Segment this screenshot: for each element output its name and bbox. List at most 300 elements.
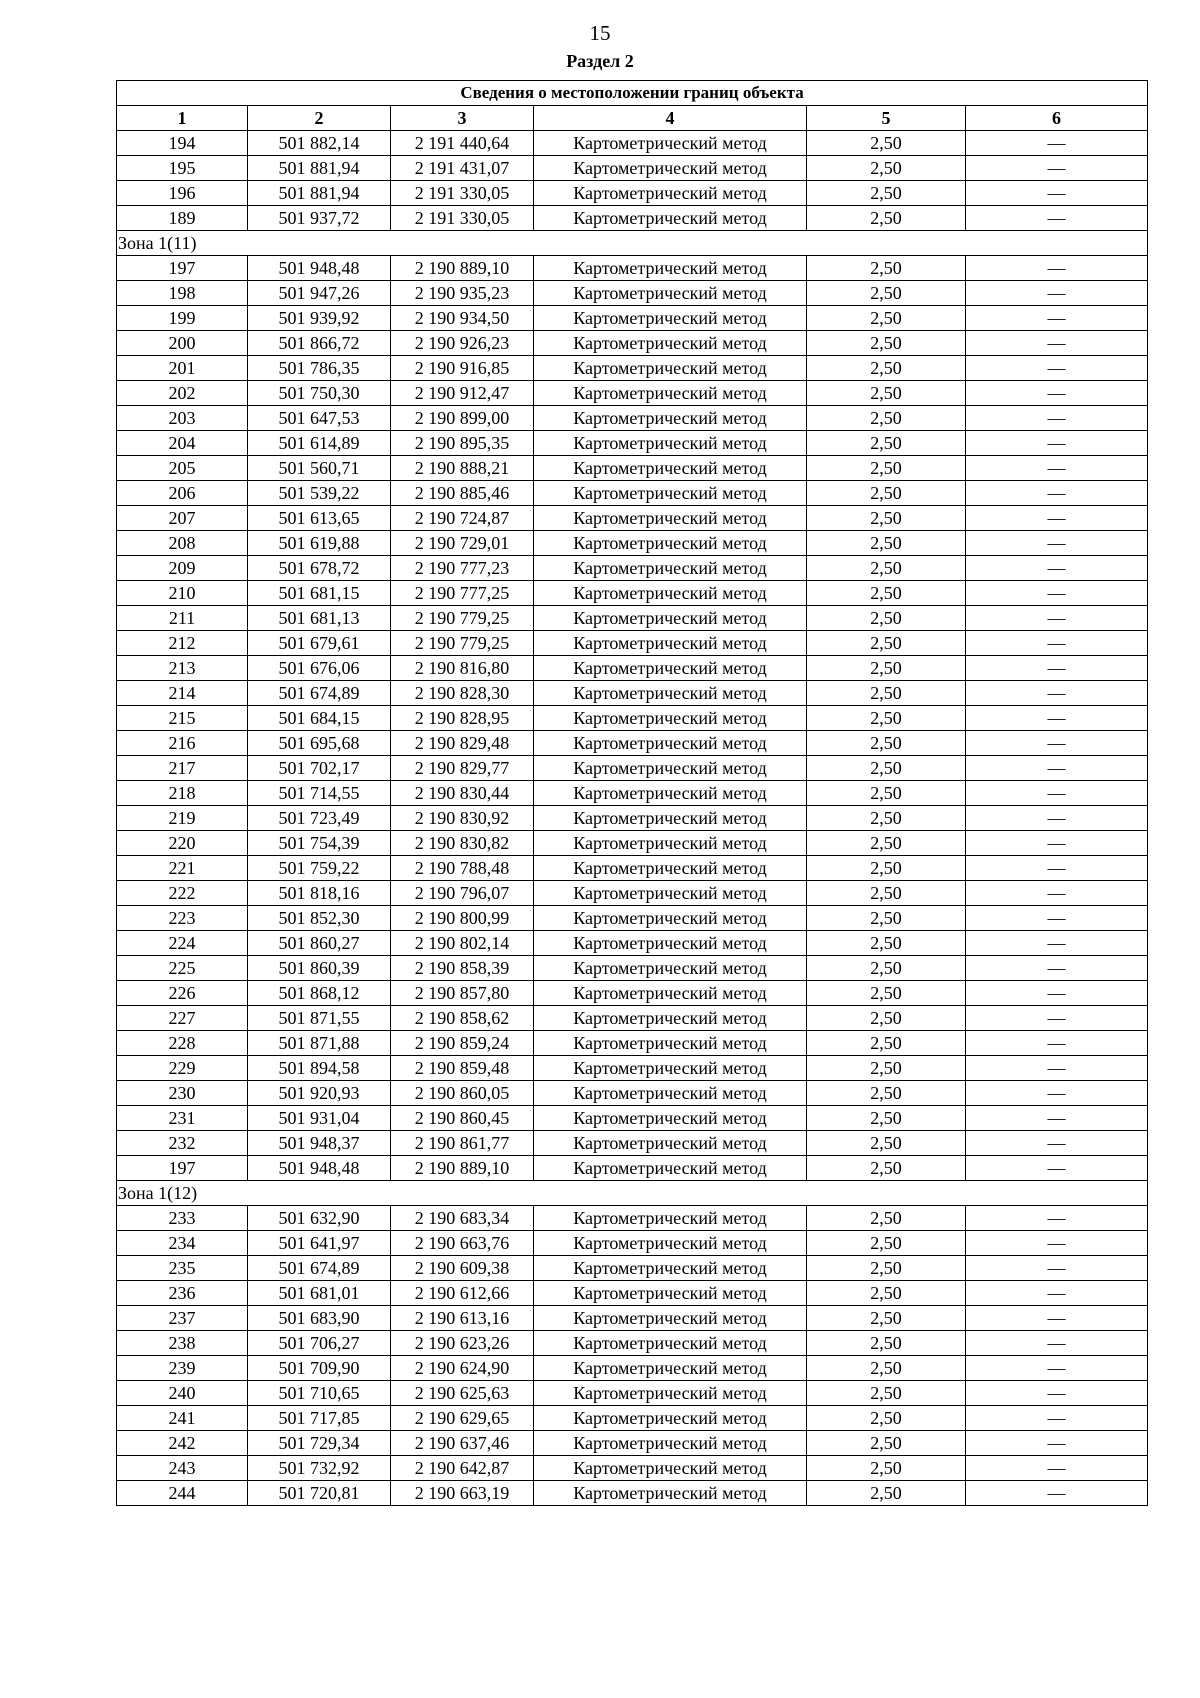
y-coordinate-cell: 2 190 889,10	[391, 256, 534, 281]
accuracy-cell: 2,50	[807, 1131, 966, 1156]
x-coordinate-cell: 501 871,55	[248, 1006, 391, 1031]
point-number-cell: 205	[117, 456, 248, 481]
accuracy-cell: 2,50	[807, 1106, 966, 1131]
point-number-cell: 218	[117, 781, 248, 806]
accuracy-cell: 2,50	[807, 131, 966, 156]
y-coordinate-cell: 2 190 629,65	[391, 1406, 534, 1431]
table-row	[117, 456, 1148, 481]
table-row	[117, 981, 1148, 1006]
table-row	[117, 631, 1148, 656]
x-coordinate-cell: 501 714,55	[248, 781, 391, 806]
table-row	[117, 931, 1148, 956]
description-cell: —	[966, 431, 1148, 456]
x-coordinate-cell: 501 860,27	[248, 931, 391, 956]
description-cell: —	[966, 281, 1148, 306]
method-cell: Картометрический метод	[534, 306, 807, 331]
accuracy-cell: 2,50	[807, 181, 966, 206]
x-coordinate-cell: 501 613,65	[248, 506, 391, 531]
method-cell: Картометрический метод	[534, 756, 807, 781]
method-cell: Картометрический метод	[534, 331, 807, 356]
accuracy-cell: 2,50	[807, 331, 966, 356]
x-coordinate-cell: 501 948,48	[248, 1156, 391, 1181]
point-number-cell: 243	[117, 1456, 248, 1481]
point-number-cell: 201	[117, 356, 248, 381]
x-coordinate-cell: 501 866,72	[248, 331, 391, 356]
accuracy-cell: 2,50	[807, 981, 966, 1006]
description-cell: —	[966, 181, 1148, 206]
point-number-cell: 226	[117, 981, 248, 1006]
table-row	[117, 1231, 1148, 1256]
description-cell: —	[966, 631, 1148, 656]
point-number-cell: 210	[117, 581, 248, 606]
description-cell: —	[966, 356, 1148, 381]
x-coordinate-cell: 501 709,90	[248, 1356, 391, 1381]
table-row	[117, 1256, 1148, 1281]
point-number-cell: 220	[117, 831, 248, 856]
description-cell: —	[966, 581, 1148, 606]
accuracy-cell: 2,50	[807, 481, 966, 506]
x-coordinate-cell: 501 882,14	[248, 131, 391, 156]
point-number-cell: 216	[117, 731, 248, 756]
point-number-cell: 233	[117, 1206, 248, 1231]
y-coordinate-cell: 2 190 802,14	[391, 931, 534, 956]
description-cell: —	[966, 731, 1148, 756]
y-coordinate-cell: 2 190 779,25	[391, 631, 534, 656]
table-row	[117, 506, 1148, 531]
y-coordinate-cell: 2 190 779,25	[391, 606, 534, 631]
zone-row	[117, 1181, 1148, 1206]
table-row	[117, 581, 1148, 606]
description-cell: —	[966, 306, 1148, 331]
y-coordinate-cell: 2 190 612,66	[391, 1281, 534, 1306]
y-coordinate-cell: 2 190 816,80	[391, 656, 534, 681]
method-cell: Картометрический метод	[534, 1381, 807, 1406]
method-cell: Картометрический метод	[534, 1231, 807, 1256]
y-coordinate-cell: 2 190 859,48	[391, 1056, 534, 1081]
description-cell: —	[966, 1031, 1148, 1056]
description-cell: —	[966, 531, 1148, 556]
point-number-cell: 217	[117, 756, 248, 781]
table-row	[117, 1031, 1148, 1056]
description-cell: —	[966, 206, 1148, 231]
method-cell: Картометрический метод	[534, 606, 807, 631]
page-number: 15	[589, 21, 611, 45]
point-number-cell: 212	[117, 631, 248, 656]
table-row	[117, 556, 1148, 581]
table-row	[117, 1206, 1148, 1231]
accuracy-cell: 2,50	[807, 756, 966, 781]
x-coordinate-cell: 501 695,68	[248, 731, 391, 756]
x-coordinate-cell: 501 681,15	[248, 581, 391, 606]
accuracy-cell: 2,50	[807, 506, 966, 531]
description-cell: —	[966, 381, 1148, 406]
description-cell: —	[966, 856, 1148, 881]
y-coordinate-cell: 2 190 934,50	[391, 306, 534, 331]
table-row	[117, 531, 1148, 556]
description-cell: —	[966, 331, 1148, 356]
table-row	[117, 481, 1148, 506]
accuracy-cell: 2,50	[807, 1431, 966, 1456]
accuracy-cell: 2,50	[807, 881, 966, 906]
point-number-cell: 231	[117, 1106, 248, 1131]
method-cell: Картометрический метод	[534, 1031, 807, 1056]
description-cell: —	[966, 556, 1148, 581]
y-coordinate-cell: 2 190 912,47	[391, 381, 534, 406]
x-coordinate-cell: 501 674,89	[248, 681, 391, 706]
accuracy-cell: 2,50	[807, 406, 966, 431]
table-header-row	[117, 106, 1148, 131]
accuracy-cell: 2,50	[807, 431, 966, 456]
point-number-cell: 206	[117, 481, 248, 506]
y-coordinate-cell: 2 190 829,48	[391, 731, 534, 756]
table-row	[117, 756, 1148, 781]
x-coordinate-cell: 501 860,39	[248, 956, 391, 981]
accuracy-cell: 2,50	[807, 281, 966, 306]
method-cell: Картометрический метод	[534, 881, 807, 906]
description-cell: —	[966, 1381, 1148, 1406]
y-coordinate-cell: 2 190 683,34	[391, 1206, 534, 1231]
method-cell: Картометрический метод	[534, 1431, 807, 1456]
description-cell: —	[966, 681, 1148, 706]
method-cell: Картометрический метод	[534, 181, 807, 206]
y-coordinate-cell: 2 190 777,25	[391, 581, 534, 606]
method-cell: Картометрический метод	[534, 656, 807, 681]
y-coordinate-cell: 2 190 828,95	[391, 706, 534, 731]
x-coordinate-cell: 501 948,37	[248, 1131, 391, 1156]
method-cell: Картометрический метод	[534, 506, 807, 531]
point-number-cell: 197	[117, 256, 248, 281]
description-cell: —	[966, 981, 1148, 1006]
method-cell: Картометрический метод	[534, 931, 807, 956]
accuracy-cell: 2,50	[807, 256, 966, 281]
accuracy-cell: 2,50	[807, 156, 966, 181]
x-coordinate-cell: 501 717,85	[248, 1406, 391, 1431]
point-number-cell: 202	[117, 381, 248, 406]
table-row	[117, 681, 1148, 706]
description-cell: —	[966, 756, 1148, 781]
table-row	[117, 181, 1148, 206]
y-coordinate-cell: 2 190 623,26	[391, 1331, 534, 1356]
x-coordinate-cell: 501 619,88	[248, 531, 391, 556]
x-coordinate-cell: 501 871,88	[248, 1031, 391, 1056]
point-number-cell: 198	[117, 281, 248, 306]
table-row	[117, 1131, 1148, 1156]
accuracy-cell: 2,50	[807, 356, 966, 381]
method-cell: Картометрический метод	[534, 1331, 807, 1356]
x-coordinate-cell: 501 706,27	[248, 1331, 391, 1356]
description-cell: —	[966, 1081, 1148, 1106]
method-cell: Картометрический метод	[534, 731, 807, 756]
y-coordinate-cell: 2 190 663,76	[391, 1231, 534, 1256]
accuracy-cell: 2,50	[807, 1381, 966, 1406]
x-coordinate-cell: 501 681,13	[248, 606, 391, 631]
x-coordinate-cell: 501 750,30	[248, 381, 391, 406]
point-number-cell: 203	[117, 406, 248, 431]
description-cell: —	[966, 706, 1148, 731]
table-row	[117, 606, 1148, 631]
point-number-cell: 195	[117, 156, 248, 181]
method-cell: Картометрический метод	[534, 1056, 807, 1081]
description-cell: —	[966, 1481, 1148, 1506]
table-row	[117, 881, 1148, 906]
description-cell: —	[966, 1406, 1148, 1431]
description-cell: —	[966, 156, 1148, 181]
point-number-cell: 189	[117, 206, 248, 231]
description-cell: —	[966, 831, 1148, 856]
description-cell: —	[966, 1231, 1148, 1256]
method-cell: Картометрический метод	[534, 856, 807, 881]
x-coordinate-cell: 501 852,30	[248, 906, 391, 931]
accuracy-cell: 2,50	[807, 606, 966, 631]
point-number-cell: 199	[117, 306, 248, 331]
y-coordinate-cell: 2 190 861,77	[391, 1131, 534, 1156]
method-cell: Картометрический метод	[534, 781, 807, 806]
accuracy-cell: 2,50	[807, 681, 966, 706]
description-cell: —	[966, 406, 1148, 431]
accuracy-cell: 2,50	[807, 1156, 966, 1181]
y-coordinate-cell: 2 190 889,10	[391, 1156, 534, 1181]
column-header: 4	[534, 106, 807, 131]
x-coordinate-cell: 501 948,48	[248, 256, 391, 281]
point-number-cell: 230	[117, 1081, 248, 1106]
y-coordinate-cell: 2 190 858,62	[391, 1006, 534, 1031]
description-cell: —	[966, 481, 1148, 506]
x-coordinate-cell: 501 720,81	[248, 1481, 391, 1506]
accuracy-cell: 2,50	[807, 706, 966, 731]
description-cell: —	[966, 1056, 1148, 1081]
y-coordinate-cell: 2 190 800,99	[391, 906, 534, 931]
method-cell: Картометрический метод	[534, 131, 807, 156]
column-header: 5	[807, 106, 966, 131]
point-number-cell: 235	[117, 1256, 248, 1281]
point-number-cell: 224	[117, 931, 248, 956]
method-cell: Картометрический метод	[534, 531, 807, 556]
table-row	[117, 1156, 1148, 1181]
method-cell: Картометрический метод	[534, 156, 807, 181]
accuracy-cell: 2,50	[807, 631, 966, 656]
method-cell: Картометрический метод	[534, 706, 807, 731]
y-coordinate-cell: 2 190 777,23	[391, 556, 534, 581]
table-title: Сведения о местоположении границ объекта	[117, 81, 1148, 106]
point-number-cell: 194	[117, 131, 248, 156]
method-cell: Картометрический метод	[534, 481, 807, 506]
column-header: 6	[966, 106, 1148, 131]
accuracy-cell: 2,50	[807, 1281, 966, 1306]
point-number-cell: 214	[117, 681, 248, 706]
y-coordinate-cell: 2 190 724,87	[391, 506, 534, 531]
description-cell: —	[966, 806, 1148, 831]
table-row	[117, 1081, 1148, 1106]
table-row	[117, 1006, 1148, 1031]
y-coordinate-cell: 2 190 830,92	[391, 806, 534, 831]
accuracy-cell: 2,50	[807, 556, 966, 581]
point-number-cell: 222	[117, 881, 248, 906]
description-cell: —	[966, 956, 1148, 981]
zone-label: Зона 1(11)	[117, 231, 1148, 256]
method-cell: Картометрический метод	[534, 206, 807, 231]
zone-label: Зона 1(12)	[117, 1181, 1148, 1206]
method-cell: Картометрический метод	[534, 1356, 807, 1381]
point-number-cell: 209	[117, 556, 248, 581]
y-coordinate-cell: 2 190 828,30	[391, 681, 534, 706]
accuracy-cell: 2,50	[807, 1456, 966, 1481]
description-cell: —	[966, 781, 1148, 806]
accuracy-cell: 2,50	[807, 1356, 966, 1381]
table-row	[117, 156, 1148, 181]
x-coordinate-cell: 501 674,89	[248, 1256, 391, 1281]
y-coordinate-cell: 2 190 830,82	[391, 831, 534, 856]
x-coordinate-cell: 501 614,89	[248, 431, 391, 456]
method-cell: Картометрический метод	[534, 381, 807, 406]
description-cell: —	[966, 256, 1148, 281]
y-coordinate-cell: 2 190 624,90	[391, 1356, 534, 1381]
point-number-cell: 223	[117, 906, 248, 931]
method-cell: Картометрический метод	[534, 681, 807, 706]
y-coordinate-cell: 2 190 895,35	[391, 431, 534, 456]
table-row	[117, 1306, 1148, 1331]
point-number-cell: 200	[117, 331, 248, 356]
table-row	[117, 1056, 1148, 1081]
y-coordinate-cell: 2 190 860,45	[391, 1106, 534, 1131]
x-coordinate-cell: 501 818,16	[248, 881, 391, 906]
method-cell: Картометрический метод	[534, 1281, 807, 1306]
description-cell: —	[966, 906, 1148, 931]
x-coordinate-cell: 501 632,90	[248, 1206, 391, 1231]
accuracy-cell: 2,50	[807, 831, 966, 856]
table-row	[117, 806, 1148, 831]
description-cell: —	[966, 656, 1148, 681]
point-number-cell: 215	[117, 706, 248, 731]
y-coordinate-cell: 2 190 857,80	[391, 981, 534, 1006]
method-cell: Картометрический метод	[534, 256, 807, 281]
accuracy-cell: 2,50	[807, 1331, 966, 1356]
table-row	[117, 1431, 1148, 1456]
table-row	[117, 331, 1148, 356]
method-cell: Картометрический метод	[534, 406, 807, 431]
accuracy-cell: 2,50	[807, 956, 966, 981]
method-cell: Картометрический метод	[534, 956, 807, 981]
column-header: 3	[391, 106, 534, 131]
x-coordinate-cell: 501 678,72	[248, 556, 391, 581]
point-number-cell: 196	[117, 181, 248, 206]
accuracy-cell: 2,50	[807, 1006, 966, 1031]
y-coordinate-cell: 2 190 729,01	[391, 531, 534, 556]
method-cell: Картометрический метод	[534, 1106, 807, 1131]
description-cell: —	[966, 1281, 1148, 1306]
table-row	[117, 306, 1148, 331]
x-coordinate-cell: 501 710,65	[248, 1381, 391, 1406]
x-coordinate-cell: 501 894,58	[248, 1056, 391, 1081]
table-row	[117, 1281, 1148, 1306]
description-cell: —	[966, 1256, 1148, 1281]
table-row	[117, 131, 1148, 156]
y-coordinate-cell: 2 191 330,05	[391, 206, 534, 231]
description-cell: —	[966, 1456, 1148, 1481]
table-title-row	[117, 81, 1148, 106]
accuracy-cell: 2,50	[807, 931, 966, 956]
y-coordinate-cell: 2 190 663,19	[391, 1481, 534, 1506]
accuracy-cell: 2,50	[807, 456, 966, 481]
table-row	[117, 781, 1148, 806]
accuracy-cell: 2,50	[807, 906, 966, 931]
x-coordinate-cell: 501 679,61	[248, 631, 391, 656]
accuracy-cell: 2,50	[807, 1081, 966, 1106]
x-coordinate-cell: 501 931,04	[248, 1106, 391, 1131]
description-cell: —	[966, 131, 1148, 156]
method-cell: Картометрический метод	[534, 831, 807, 856]
method-cell: Картометрический метод	[534, 281, 807, 306]
y-coordinate-cell: 2 190 829,77	[391, 756, 534, 781]
x-coordinate-cell: 501 676,06	[248, 656, 391, 681]
table-row	[117, 406, 1148, 431]
y-coordinate-cell: 2 190 916,85	[391, 356, 534, 381]
y-coordinate-cell: 2 190 642,87	[391, 1456, 534, 1481]
y-coordinate-cell: 2 190 625,63	[391, 1381, 534, 1406]
point-number-cell: 234	[117, 1231, 248, 1256]
point-number-cell: 241	[117, 1406, 248, 1431]
point-number-cell: 213	[117, 656, 248, 681]
x-coordinate-cell: 501 759,22	[248, 856, 391, 881]
y-coordinate-cell: 2 190 788,48	[391, 856, 534, 881]
table-row	[117, 356, 1148, 381]
point-number-cell: 219	[117, 806, 248, 831]
accuracy-cell: 2,50	[807, 806, 966, 831]
method-cell: Картометрический метод	[534, 1081, 807, 1106]
method-cell: Картометрический метод	[534, 906, 807, 931]
table-row	[117, 381, 1148, 406]
point-number-cell: 236	[117, 1281, 248, 1306]
x-coordinate-cell: 501 641,97	[248, 1231, 391, 1256]
point-number-cell: 208	[117, 531, 248, 556]
method-cell: Картометрический метод	[534, 1006, 807, 1031]
point-number-cell: 232	[117, 1131, 248, 1156]
method-cell: Картометрический метод	[534, 356, 807, 381]
method-cell: Картометрический метод	[534, 981, 807, 1006]
point-number-cell: 229	[117, 1056, 248, 1081]
description-cell: —	[966, 881, 1148, 906]
table-row	[117, 1406, 1148, 1431]
table-row	[117, 906, 1148, 931]
table-row	[117, 206, 1148, 231]
accuracy-cell: 2,50	[807, 1231, 966, 1256]
y-coordinate-cell: 2 190 860,05	[391, 1081, 534, 1106]
x-coordinate-cell: 501 754,39	[248, 831, 391, 856]
method-cell: Картометрический метод	[534, 431, 807, 456]
point-number-cell: 221	[117, 856, 248, 881]
y-coordinate-cell: 2 190 609,38	[391, 1256, 534, 1281]
x-coordinate-cell: 501 732,92	[248, 1456, 391, 1481]
accuracy-cell: 2,50	[807, 781, 966, 806]
x-coordinate-cell: 501 683,90	[248, 1306, 391, 1331]
column-header: 1	[117, 106, 248, 131]
description-cell: —	[966, 606, 1148, 631]
y-coordinate-cell: 2 190 859,24	[391, 1031, 534, 1056]
accuracy-cell: 2,50	[807, 1256, 966, 1281]
table-row	[117, 1106, 1148, 1131]
table-body	[117, 81, 1148, 1506]
accuracy-cell: 2,50	[807, 1306, 966, 1331]
accuracy-cell: 2,50	[807, 1406, 966, 1431]
y-coordinate-cell: 2 190 935,23	[391, 281, 534, 306]
table-row	[117, 281, 1148, 306]
description-cell: —	[966, 1306, 1148, 1331]
y-coordinate-cell: 2 190 885,46	[391, 481, 534, 506]
x-coordinate-cell: 501 560,71	[248, 456, 391, 481]
accuracy-cell: 2,50	[807, 856, 966, 881]
description-cell: —	[966, 1006, 1148, 1031]
y-coordinate-cell: 2 190 926,23	[391, 331, 534, 356]
accuracy-cell: 2,50	[807, 581, 966, 606]
